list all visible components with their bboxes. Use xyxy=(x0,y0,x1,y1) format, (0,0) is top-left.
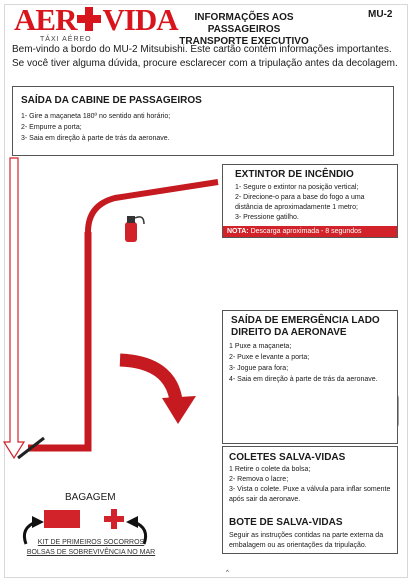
logo-text-right: VIDA xyxy=(102,2,178,37)
page-title-line1: INFORMAÇÕES AOS PASSAGEIROS xyxy=(194,12,294,35)
extinguisher-note-label: NOTA: xyxy=(227,228,249,235)
extinguisher-panel xyxy=(222,164,398,238)
emergency-exit-title-line1: SAÍDA DE EMERGÊNCIA LADO xyxy=(231,315,380,326)
logo-text-left: AER xyxy=(14,2,77,37)
red-route-path xyxy=(28,232,88,448)
emergency-exit-title xyxy=(231,315,380,339)
life-vest-step-2: 2- Remova o lacre; xyxy=(229,476,289,483)
cabin-exit-step-3: 3- Saia em direção à parte de trás da aeronave. xyxy=(21,135,170,142)
exit-route-arrow xyxy=(4,158,24,458)
kit-label-line2: BOLSAS DE SOBREVIVÊNCIA NO MAR xyxy=(26,549,156,556)
logo-subtitle: TÁXI AÉREO xyxy=(40,36,92,43)
life-vest-panel xyxy=(222,446,398,554)
cabin-exit-steps xyxy=(21,111,231,144)
life-vest-step-3: 3- Vista o colete. Puxe a válvula para inflar somente após sair da aeronave. xyxy=(229,486,391,503)
extinguisher-icon xyxy=(125,216,144,242)
life-vest-step-1: 1 Retire o colete da bolsa; xyxy=(229,466,311,473)
intro-line2: Se você tiver alguma dúvida, procure esclarecer com a tripulação antes da decolagem. xyxy=(12,58,398,69)
cabin-exit-step-1: 1- Gire a maçaneta 180º no sentido anti horário; xyxy=(21,113,171,120)
emergency-exit-step-4: 4- Saia em direção à parte de trás da aeronave. xyxy=(229,376,378,383)
page-title-line2: TRANSPORTE EXECUTIVO xyxy=(179,36,309,47)
extinguisher-step-3: 3- Pressione gatilho. xyxy=(235,214,299,221)
life-raft-text: Seguir as instruções contidas na parte externa da embalagem ou as orientações da tripulação. xyxy=(229,532,384,549)
kit-label-line1: KIT DE PRIMEIROS SOCORROS xyxy=(37,539,145,546)
emergency-exit-step-2: 2- Puxe e levante a porta; xyxy=(229,354,310,361)
emergency-exit-step-3: 3- Jogue para fora; xyxy=(229,365,289,372)
cabin-exit-title: SAÍDA DA CABINE DE PASSAGEIROS xyxy=(21,95,202,106)
emergency-exit-title-line2: DIREITO DA AERONAVE xyxy=(231,327,347,338)
aircraft-code: MU-2 xyxy=(368,9,393,20)
baggage-label: BAGAGEM xyxy=(65,492,116,503)
intro-line1: Bem-vindo a bordo do MU-2 Mitsubishi. Este cartão contém informações importantes. xyxy=(12,44,392,55)
baggage-arrowhead-right xyxy=(126,516,138,528)
extinguisher-note xyxy=(223,226,397,237)
curved-exit-arrowhead xyxy=(162,396,196,424)
life-vest-steps xyxy=(229,465,395,505)
emergency-exit-panel xyxy=(222,310,398,444)
emergency-exit-steps xyxy=(229,341,395,385)
cabin-exit-step-2: 2- Empurre a porta; xyxy=(21,124,82,131)
footer-mark: ^ xyxy=(226,570,229,576)
baggage-arrowhead-left xyxy=(32,516,44,528)
red-route-lead xyxy=(88,182,218,232)
kit-label xyxy=(23,538,159,558)
life-raft-title: BOTE DE SALVA-VIDAS xyxy=(229,517,343,528)
extinguisher-steps xyxy=(235,183,393,223)
life-vest-title: COLETES SALVA-VIDAS xyxy=(229,452,346,463)
emergency-exit-step-1: 1 Puxe a maçaneta; xyxy=(229,343,292,350)
extinguisher-step-2: 2- Direcione-o para a base do fogo a uma distância de aproximadamente 1 metro; xyxy=(235,194,365,211)
extinguisher-note-text: Descarga aproximada - 8 segundos xyxy=(250,228,362,235)
extinguisher-step-1: 1- Segure o extintor na posição vertical; xyxy=(235,184,359,191)
extinguisher-title: EXTINTOR DE INCÊNDIO xyxy=(235,169,354,180)
curved-exit-arrow xyxy=(120,360,176,400)
cabin-exit-panel xyxy=(12,86,394,156)
